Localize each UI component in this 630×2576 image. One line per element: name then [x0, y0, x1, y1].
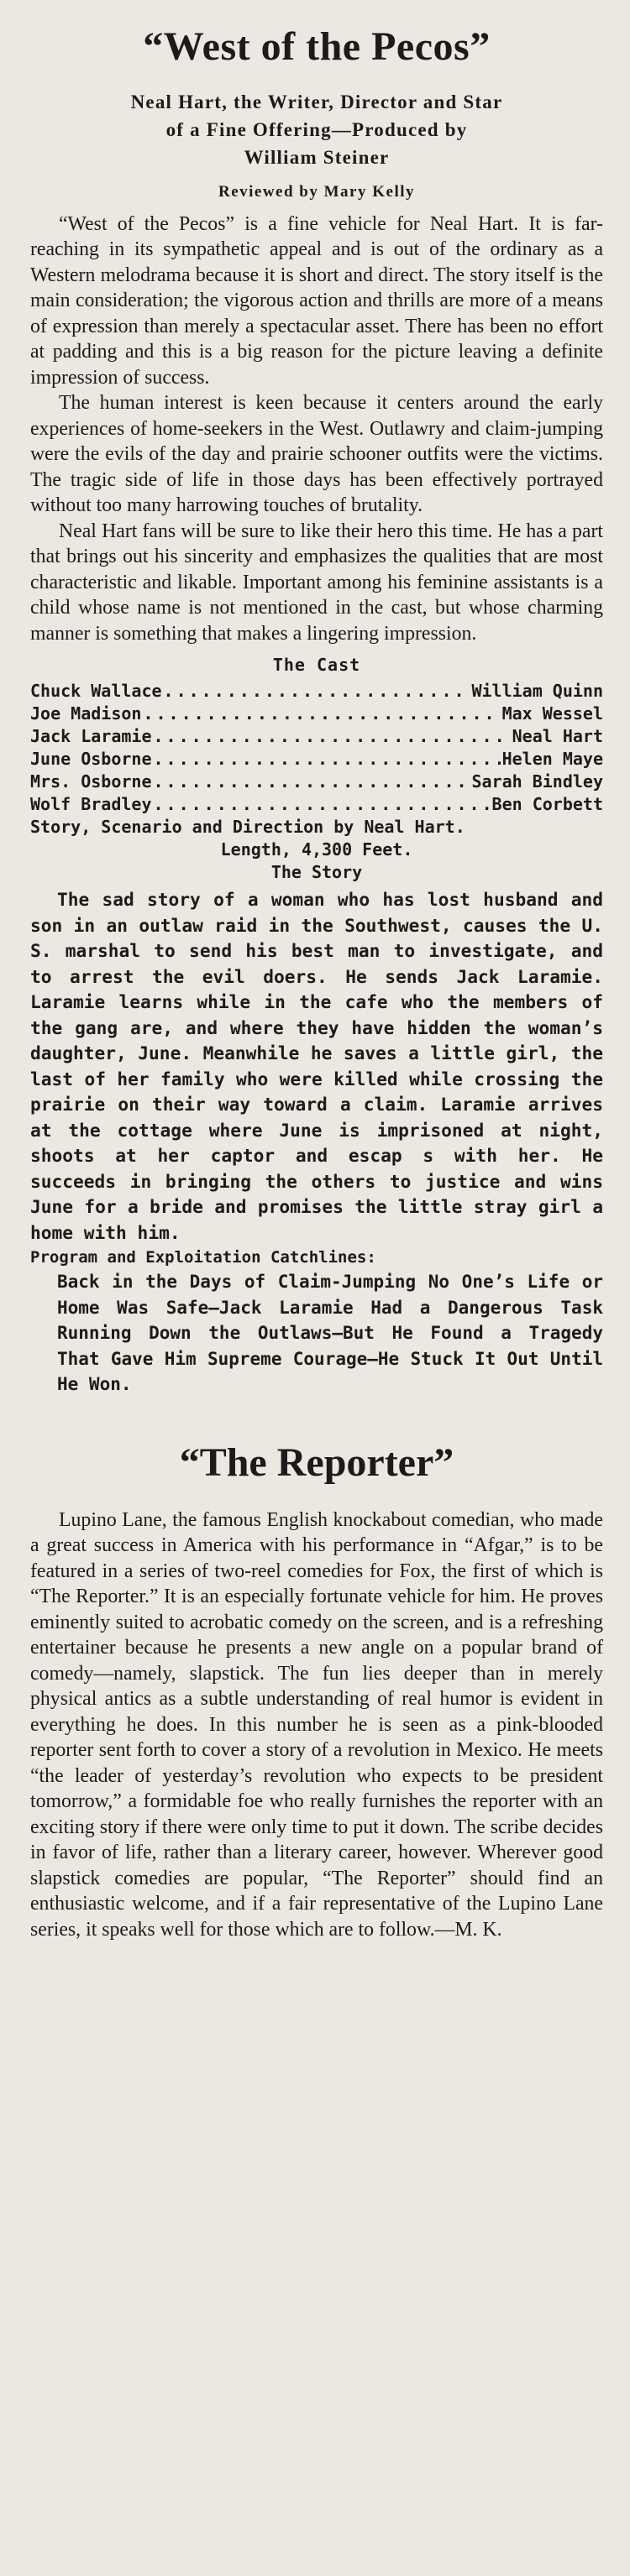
article-subtitle — [30, 88, 603, 171]
cast-actor: Ben Corbett — [491, 794, 603, 815]
cast-role: Wolf Bradley — [30, 794, 152, 815]
credits-line: Story, Scenario and Direction by Neal Hart. — [30, 817, 465, 838]
cast-row — [30, 725, 603, 748]
cast-list — [30, 680, 603, 816]
article-title: “West of the Pecos” — [143, 24, 491, 69]
review-paragraph: Neal Hart fans will be sure to like their hero this time. He has a part that brings out his sincerity and emphasizes the qualities that are most characteristic and likable. Important among his feminine assistants is a child whose name is not mentioned in the cast, but whose charming manner is something that makes a lingering impression. — [30, 520, 603, 645]
cast-role: Joe Madison — [30, 703, 142, 724]
leader-dots — [154, 748, 501, 771]
film-length: Length, 4,300 Feet. — [220, 839, 413, 860]
subtitle-line: Neal Hart, the Writer, Director and Star — [130, 91, 503, 112]
cast-role: Mrs. Osborne — [30, 771, 152, 792]
review-paragraph: “West of the Pecos” is a fine vehicle for Neal Hart. It is far-reaching in its sympathetic appeal and is out of the ordinary as a Western melodrama because it is short and direct. The story itself is the main consideration; the vigorous action and thrills are more of a means of expression than merely a spectacular asset. There has been no effort at padding and this is a big reason for the picture leaving a definite impression of success. — [30, 212, 603, 389]
cast-actor: William Quinn — [471, 681, 603, 702]
review-body — [30, 212, 603, 647]
cast-role: Chuck Wallace — [30, 681, 162, 702]
leader-dots — [154, 725, 511, 748]
subtitle-line: William Steiner — [244, 146, 390, 168]
review-body — [30, 1507, 603, 1943]
byline: Reviewed by Mary Kelly — [218, 182, 416, 201]
article-west-of-the-pecos — [30, 25, 603, 1398]
article-title: “The Reporter” — [179, 1440, 454, 1485]
cast-row — [30, 771, 603, 793]
leader-dots — [143, 703, 500, 725]
story-heading: The Story — [270, 862, 363, 883]
cast-row — [30, 680, 603, 703]
article-the-reporter — [30, 1441, 603, 1942]
leader-dots — [164, 680, 470, 703]
cast-actor: Helen Maye — [501, 749, 603, 770]
review-paragraph: Lupino Lane, the famous English knockabout comedian, who made a great success in America with his performance in “Afgar,” is to be featured in a series of two-reel comedies for Fox, the first of which is “The Reporter.” It is an especially fortunate vehicle for him. He proves eminently suited to acrobatic comedy on the screen, and is a refreshing entertainer because he presents a new angle on a popular brand of comedy—namely, slapstick. The fun lies deeper than in merely physical antics as a subtle understanding of real humor is evident in everything he does. In this number he is seen as a pink-blooded reporter sent forth to cover a story of a revolution in Mexico. He meets “the leader of yesterday’s revolution who expects to be president tomorrow,” a formidable foe who really furnishes the reporter with an exciting story if there were only time to put it down. The scribe decides in favor of life, rather than a literary career, however. Wherever good slapstick comedies are popular, “The Reporter” should find an enthusiastic welcome, and if a fair representative of the Lupino Lane series, it speaks well for those which are to follow.—M. K. — [30, 1508, 603, 1941]
cast-actor: Max Wessel — [501, 703, 603, 724]
magazine-page — [30, 25, 603, 1942]
cast-role: Jack Laramie — [30, 726, 152, 747]
leader-dots — [154, 771, 470, 793]
subtitle-line: of a Fine Offering—Produced by — [165, 118, 468, 140]
cast-row — [30, 748, 603, 771]
review-paragraph: The human interest is keen because it centers around the early experiences of home-seekers in the West. Outlawry and claim-jumping were the evils of the day and prairie schooner outfits were the victims. The tragic side of life in those days has been effectively portrayed without too many harrowing touches of brutality. — [30, 392, 603, 517]
catchlines-text: Back in the Days of Claim-Jumping No One’s Life or Home Was Safe—Jack Laramie Had a Dangerous Task Running Down the Outlaws—But He Found a Tragedy That Gave Him Supreme Courage—He Stuck It Out Until He Won. — [57, 1272, 603, 1395]
cast-role: June Osborne — [30, 749, 152, 770]
leader-dots — [154, 793, 491, 816]
cast-row — [30, 793, 603, 816]
catchlines-heading: Program and Exploitation Catchlines: — [30, 1248, 376, 1267]
story-synopsis: The sad story of a woman who has lost husband and son in an outlaw raid in the Southwest, causes the U. S. marshal to send his best man to investigate, and to arrest the evil doers. He sends Jack Laramie. Laramie learns while in the cafe who the members of the gang are, and where they have hidden the woman’s daughter, June. Meanwhile he saves a little girl, the last of her family who were killed while crossing the prairie on their way toward a claim. Laramie arrives at the cottage where June is imprisoned at night, shoots at her captor and escap s with her. He succeeds in bringing the others to justice and wins June for a bride and promises the little stray girl a home with him. — [30, 889, 603, 1243]
cast-actor: Sarah Bindley — [471, 771, 603, 792]
cast-heading: The Cast — [272, 655, 361, 676]
cast-row — [30, 703, 603, 725]
cast-actor: Neal Hart — [512, 726, 603, 747]
